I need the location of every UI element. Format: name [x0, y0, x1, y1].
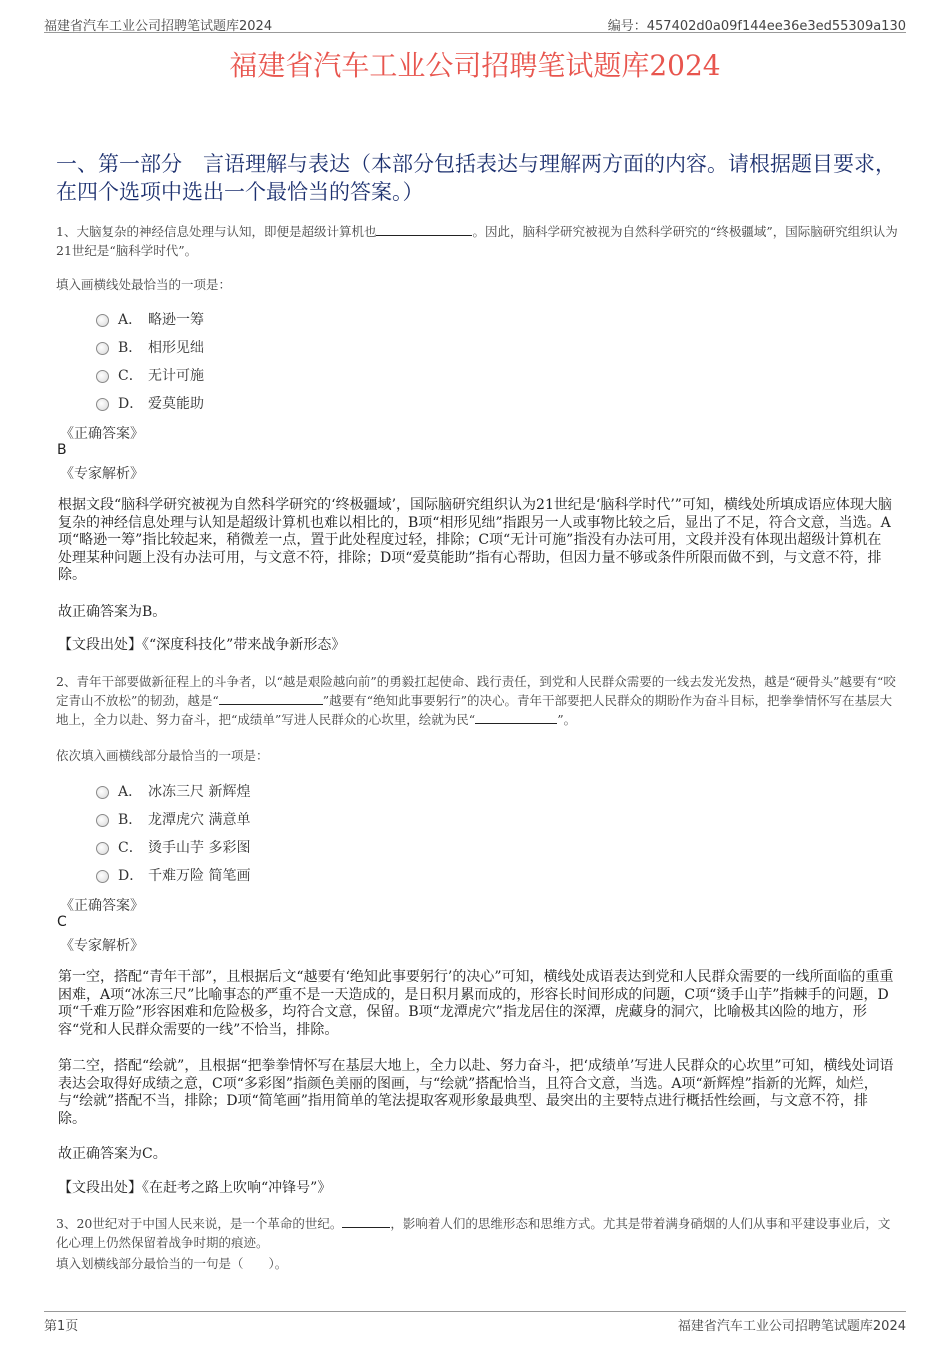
option-letter: D． [118, 396, 144, 412]
header-doc-number: 编号：457402d0a09f144ee36e3ed55309a130 [607, 19, 906, 34]
q1-text-part1: 1、大脑复杂的神经信息处理与认知，即便是超级计算机也 [56, 224, 377, 239]
q2-text-part2: ”越要有“绝知此事要躬行”的决心。青年干部要把人民群众的期盼作为奋斗目标，把拳拳情怀写在基层大地上，全力以赴、努力奋斗，把“成绩单”写进人民群众的心坎里，绘就为民“ [56, 693, 892, 727]
q2-text-part3: ”。 [557, 712, 577, 727]
option-text: 龙潭虎穴 满意单 [148, 812, 251, 828]
option-text: 爱莫能助 [148, 396, 204, 412]
q1-source: 【文段出处】《“深度科技化”带来战争新形态》 [58, 637, 346, 653]
q2-text-part1: 2、青年干部要做新征程上的斗争者，以“越是艰险越向前”的勇毅扛起使命、践行责任，到党和人民群众需要的一线去发光发热，越是“硬骨头”越要有“咬定青山不放松”的韧劲，越是“ [56, 674, 896, 708]
radio-icon[interactable] [96, 370, 109, 383]
option-text: 相形见绌 [148, 340, 204, 356]
q1-analysis: 根据文段“脑科学研究被视为自然科学研究的‘终极疆域’，国际脑研究组织认为21世纪是‘脑科学时代’”可知，横线处所填成语应体现大脑复杂的神经信息处理与认知是超级计算机也难以相比的，B项“相形见绌”指跟另一人或事物比较之后，显出了不足，符合文意，当选。A项“略逊一筹”指比较起来，稍微差一点，置于此处程度过轻，排除；C项“无计可施”指没有办法可用，文段并没有体现出超级计算机在处理某种问题上没有办法可用，与文意不符，排除；D项“爱莫能助”指有心帮助，但因力量不够或条件所限而做不到，与文意不符，排除。 [58, 497, 892, 583]
q3-text-part2: ，影响着人们的思维形态和思维方式。尤其是带着满身硝烟的人们从事和平建设事业后，文化心理上仍然保留着战争时期的痕迹。 [56, 1216, 891, 1250]
option-text: 烫手山芋 多彩图 [148, 840, 251, 856]
radio-icon[interactable] [96, 342, 109, 355]
q2-correct-answer-label: 《正确答案》 [60, 898, 144, 914]
q2-conclusion: 故正确答案为C。 [58, 1146, 167, 1162]
header-doc-title: 福建省汽车工业公司招聘笔试题库2024 [44, 19, 273, 34]
footer-doc-title: 福建省汽车工业公司招聘笔试题库2024 [677, 1319, 906, 1334]
q1-correct-answer-label: 《正确答案》 [60, 426, 144, 442]
q3-prompt: 填入划横线部分最恰当的一句是（ ）。 [56, 1256, 288, 1271]
q3-text-part1: 3、20世纪对于中国人民来说，是一个革命的世纪。 [56, 1216, 343, 1231]
q2-blank-2 [475, 711, 557, 724]
q2-prompt: 依次填入画横线部分最恰当的一项是： [56, 748, 269, 763]
option-letter: D． [118, 868, 144, 884]
question-3-stem [56, 1214, 901, 1252]
q2-source: 【文段出处】《在赶考之路上吹响“冲锋号”》 [58, 1180, 332, 1196]
radio-icon[interactable] [96, 814, 109, 827]
option-letter: A． [118, 312, 143, 328]
q1-text-part2: 。因此，脑科学研究被视为自然科学研究的“终极疆域”，国际脑研究组织认为21世纪是“脑科学时代”。 [56, 224, 898, 258]
question-2-stem [56, 672, 901, 729]
page-header [44, 13, 906, 33]
q2-blank-1 [219, 692, 323, 705]
option-letter: C． [118, 368, 143, 384]
option-text: 略逊一筹 [148, 312, 204, 328]
radio-icon[interactable] [96, 842, 109, 855]
option-letter: B． [118, 812, 143, 828]
q1-blank [376, 223, 472, 236]
q1-conclusion: 故正确答案为B。 [58, 604, 167, 620]
radio-icon[interactable] [96, 786, 109, 799]
radio-icon[interactable] [96, 398, 109, 411]
page-title: 福建省汽车工业公司招聘笔试题库2024 [229, 49, 721, 82]
q2-correct-answer: C [57, 914, 67, 930]
q1-correct-answer: B [57, 442, 67, 458]
option-text: 无计可施 [148, 368, 204, 384]
radio-icon[interactable] [96, 870, 109, 883]
option-letter: B． [118, 340, 143, 356]
radio-icon[interactable] [96, 314, 109, 327]
q1-expert-analysis-label: 《专家解析》 [60, 466, 144, 482]
page-footer [44, 1311, 906, 1333]
option-text: 千难万险 简笔画 [148, 868, 251, 884]
q1-prompt: 填入画横线处最恰当的一项是： [56, 277, 232, 292]
q2-analysis-2: 第二空，搭配“绘就”，且根据“把拳拳情怀写在基层大地上，全力以赴、努力奋斗，把‘成绩单’写进人民群众的心坎里”可知，横线处词语表达会取得好成绩之意，C项“多彩图”指颜色美丽的图画，与“绘就”搭配恰当，且符合文意，当选。A项“新辉煌”指新的光辉，灿烂，与“绘就”搭配不当，排除；D项“简笔画”指用简单的笔法提取客观形象最典型、最突出的主要特点进行概括性绘画，与文意不符，排除。 [58, 1058, 894, 1127]
q2-analysis-1: 第一空，搭配“青年干部”，且根据后文“越要有‘绝知此事要躬行’的决心”可知，横线处成语表达到党和人民群众需要的一线所面临的重重困难，A项“冰冻三尺”比喻事态的严重不是一天造成的，是日积月累而成的，形容长时间形成的问题，C项“烫手山芋”指棘手的问题，D项“千难万险”形容困难和危险极多，均符合文意，保留。B项“龙潭虎穴”指龙居住的深潭，虎藏身的洞穴，比喻极其凶险的地方，形容“党和人民群众需要的一线”不恰当，排除。 [58, 969, 894, 1038]
section-heading: 一、第一部分 言语理解与表达（本部分包括表达与理解两方面的内容。请根据题目要求，在四个选项中选出一个最恰当的答案。） [56, 152, 896, 204]
option-text: 冰冻三尺 新辉煌 [148, 784, 251, 800]
q2-expert-analysis-label: 《专家解析》 [60, 938, 144, 954]
q3-blank [342, 1215, 390, 1228]
option-letter: C． [118, 840, 143, 856]
footer-page-number: 第1页 [44, 1319, 79, 1334]
question-1-stem [56, 222, 901, 260]
option-letter: A． [118, 784, 143, 800]
